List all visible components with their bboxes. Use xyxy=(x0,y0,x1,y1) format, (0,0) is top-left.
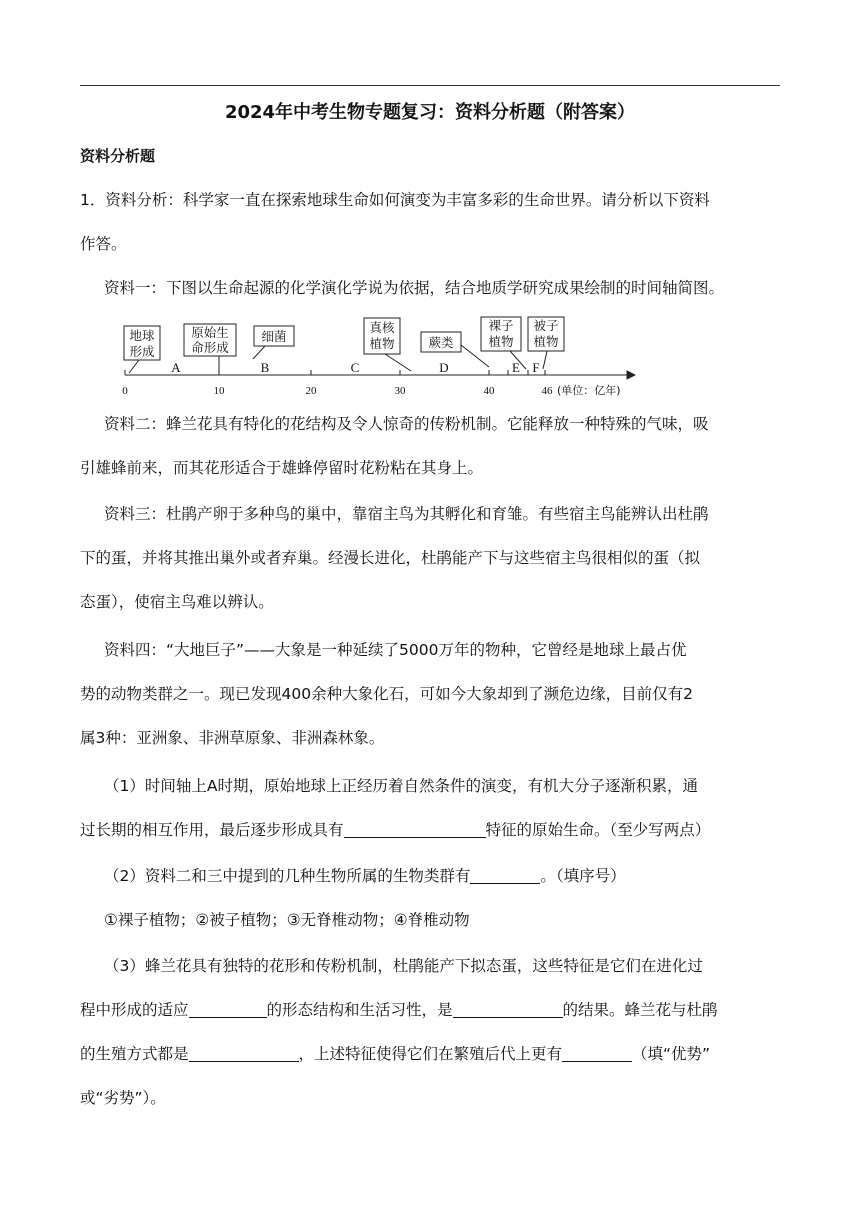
material-3-line2: 下的蛋，并将其推出巢外或者弃巢。经漫长进化，杜鹃能产下与这些宿主鸟很相似的蛋（拟 xyxy=(80,549,701,567)
q1-3-line4: 或“劣势”）。 xyxy=(80,1089,166,1107)
q1-3-text-a: 程中形成的适应 xyxy=(80,1001,189,1019)
timeline-svg xyxy=(115,315,675,405)
timeline-segment-d: D xyxy=(439,360,449,375)
q1-intro-line2: 作答。 xyxy=(80,235,127,253)
answer-blank-4[interactable] xyxy=(453,999,563,1018)
timeline-unit: (单位：亿年) xyxy=(557,384,621,397)
q1-2-text-b: 。（填序号） xyxy=(540,867,626,885)
timeline-box-1-line2: 形成 xyxy=(129,344,155,359)
page-title: 2024年中考生物专题复习：资料分析题（附答案） xyxy=(224,102,636,123)
timeline-tick-46: 46 xyxy=(541,385,553,397)
timeline-segment-f: F xyxy=(532,360,540,375)
q1-3-line1: （3）蜂兰花具有独特的花形和传粉机制，杜鹃能产下拟态蛋，这些特征是它们在进化过 xyxy=(104,957,703,975)
material-3-line3: 态蛋），使宿主鸟难以辨认。 xyxy=(80,593,274,611)
timeline-box-4-line1: 真核 xyxy=(369,320,395,335)
question-1-intro xyxy=(80,178,780,266)
material-2 xyxy=(80,402,780,490)
question-1-3 xyxy=(80,944,780,1120)
q1-intro-line1: 1．资料分析：科学家一直在探索地球生命如何演变为丰富多彩的生命世界。请分析以下资料 xyxy=(80,191,710,209)
material-4-line3: 属3种：亚洲象、非洲草原象、非洲森林象。 xyxy=(80,729,385,747)
answer-blank-1[interactable] xyxy=(344,819,486,838)
timeline-box-7-line2: 植物 xyxy=(533,334,559,349)
timeline-tick-20: 20 xyxy=(305,385,317,397)
q1-1-text-b: 特征的原始生命。（至少写两点） xyxy=(485,821,711,839)
q1-3-text-b: 的形态结构和生活习性，是 xyxy=(266,1001,453,1019)
header-rule xyxy=(80,85,780,86)
q1-3-text-c: 的结果。蜂兰花与杜鹃 xyxy=(562,1001,718,1019)
q1-2-text-a: （2）资料二和三中提到的几种生物所属的生物类群有 xyxy=(104,867,471,885)
timeline-box-3-line1: 细菌 xyxy=(261,329,287,344)
timeline-box-5-line1: 蕨类 xyxy=(428,335,454,350)
timeline-segment-b: B xyxy=(260,360,270,375)
q1-3-line2 xyxy=(80,988,780,1032)
q1-1-text-a: 过长期的相互作用，最后逐步形成具有 xyxy=(80,821,344,839)
q1-1-line1: （1）时间轴上A时期，原始地球上正经历着自然条件的演变，有机大分子逐渐积累，通 xyxy=(104,777,698,795)
timeline-tick-10: 10 xyxy=(213,385,225,397)
question-1-2 xyxy=(80,854,780,898)
material-2-line1: 资料二：蜂兰花具有特化的花结构及令人惊奇的传粉机制。它能释放一种特殊的气味，吸 xyxy=(104,415,709,433)
timeline-tick-0: 0 xyxy=(122,385,128,397)
timeline-box-2-line2: 命形成 xyxy=(191,340,229,355)
timeline-tick-30: 30 xyxy=(394,385,406,397)
answer-blank-5[interactable] xyxy=(189,1043,299,1062)
material-4-line2: 势的动物类群之一。现已发现400余种大象化石，可如今大象却到了濒危边缘，目前仅有2 xyxy=(80,685,693,703)
q1-3-text-d: 的生殖方式都是 xyxy=(80,1045,189,1063)
material-4 xyxy=(80,628,780,760)
q1-1-line2 xyxy=(80,808,780,852)
timeline-box-6-line1: 裸子 xyxy=(488,318,514,333)
answer-blank-2[interactable] xyxy=(470,865,540,884)
timeline-diagram xyxy=(115,315,675,405)
material-1: 资料一：下图以生命起源的化学演化学说为依据，结合地质学研究成果绘制的时间轴简图。 xyxy=(104,279,725,297)
timeline-box-2-line1: 原始生 xyxy=(191,325,229,340)
timeline-box-4-line2: 植物 xyxy=(369,336,395,351)
timeline-box-7-line1: 被子 xyxy=(533,318,559,333)
timeline-segment-e: E xyxy=(512,360,520,375)
material-3 xyxy=(80,492,780,624)
timeline-segment-c: C xyxy=(350,360,360,375)
section-heading: 资料分析题 xyxy=(80,147,156,165)
timeline-box-1-line1: 地球 xyxy=(129,328,155,343)
q1-3-text-f: （填“优势” xyxy=(632,1045,711,1063)
answer-blank-3[interactable] xyxy=(189,999,267,1018)
material-3-line1: 资料三：杜鹃产卵于多种鸟的巢中，靠宿主鸟为其孵化和育雏。有些宿主鸟能辨认出杜鹃 xyxy=(104,505,709,523)
timeline-tick-40: 40 xyxy=(483,385,495,397)
question-1-1 xyxy=(80,764,780,852)
question-1-2-options: ①裸子植物；②被子植物；③无脊椎动物；④脊椎动物 xyxy=(104,911,470,929)
material-2-line2: 引雄蜂前来，而其花形适合于雄蜂停留时花粉粘在其身上。 xyxy=(80,459,484,477)
q1-3-text-e: ，上述特征使得它们在繁殖后代上更有 xyxy=(298,1045,563,1063)
answer-blank-6[interactable] xyxy=(562,1043,632,1062)
timeline-box-6-line2: 植物 xyxy=(488,334,514,349)
timeline-segment-a: A xyxy=(171,360,181,375)
q1-3-line3 xyxy=(80,1032,780,1076)
material-4-line1: 资料四：“大地巨子”——大象是一种延续了5000万年的物种，它曾经是地球上最占优 xyxy=(104,641,687,659)
